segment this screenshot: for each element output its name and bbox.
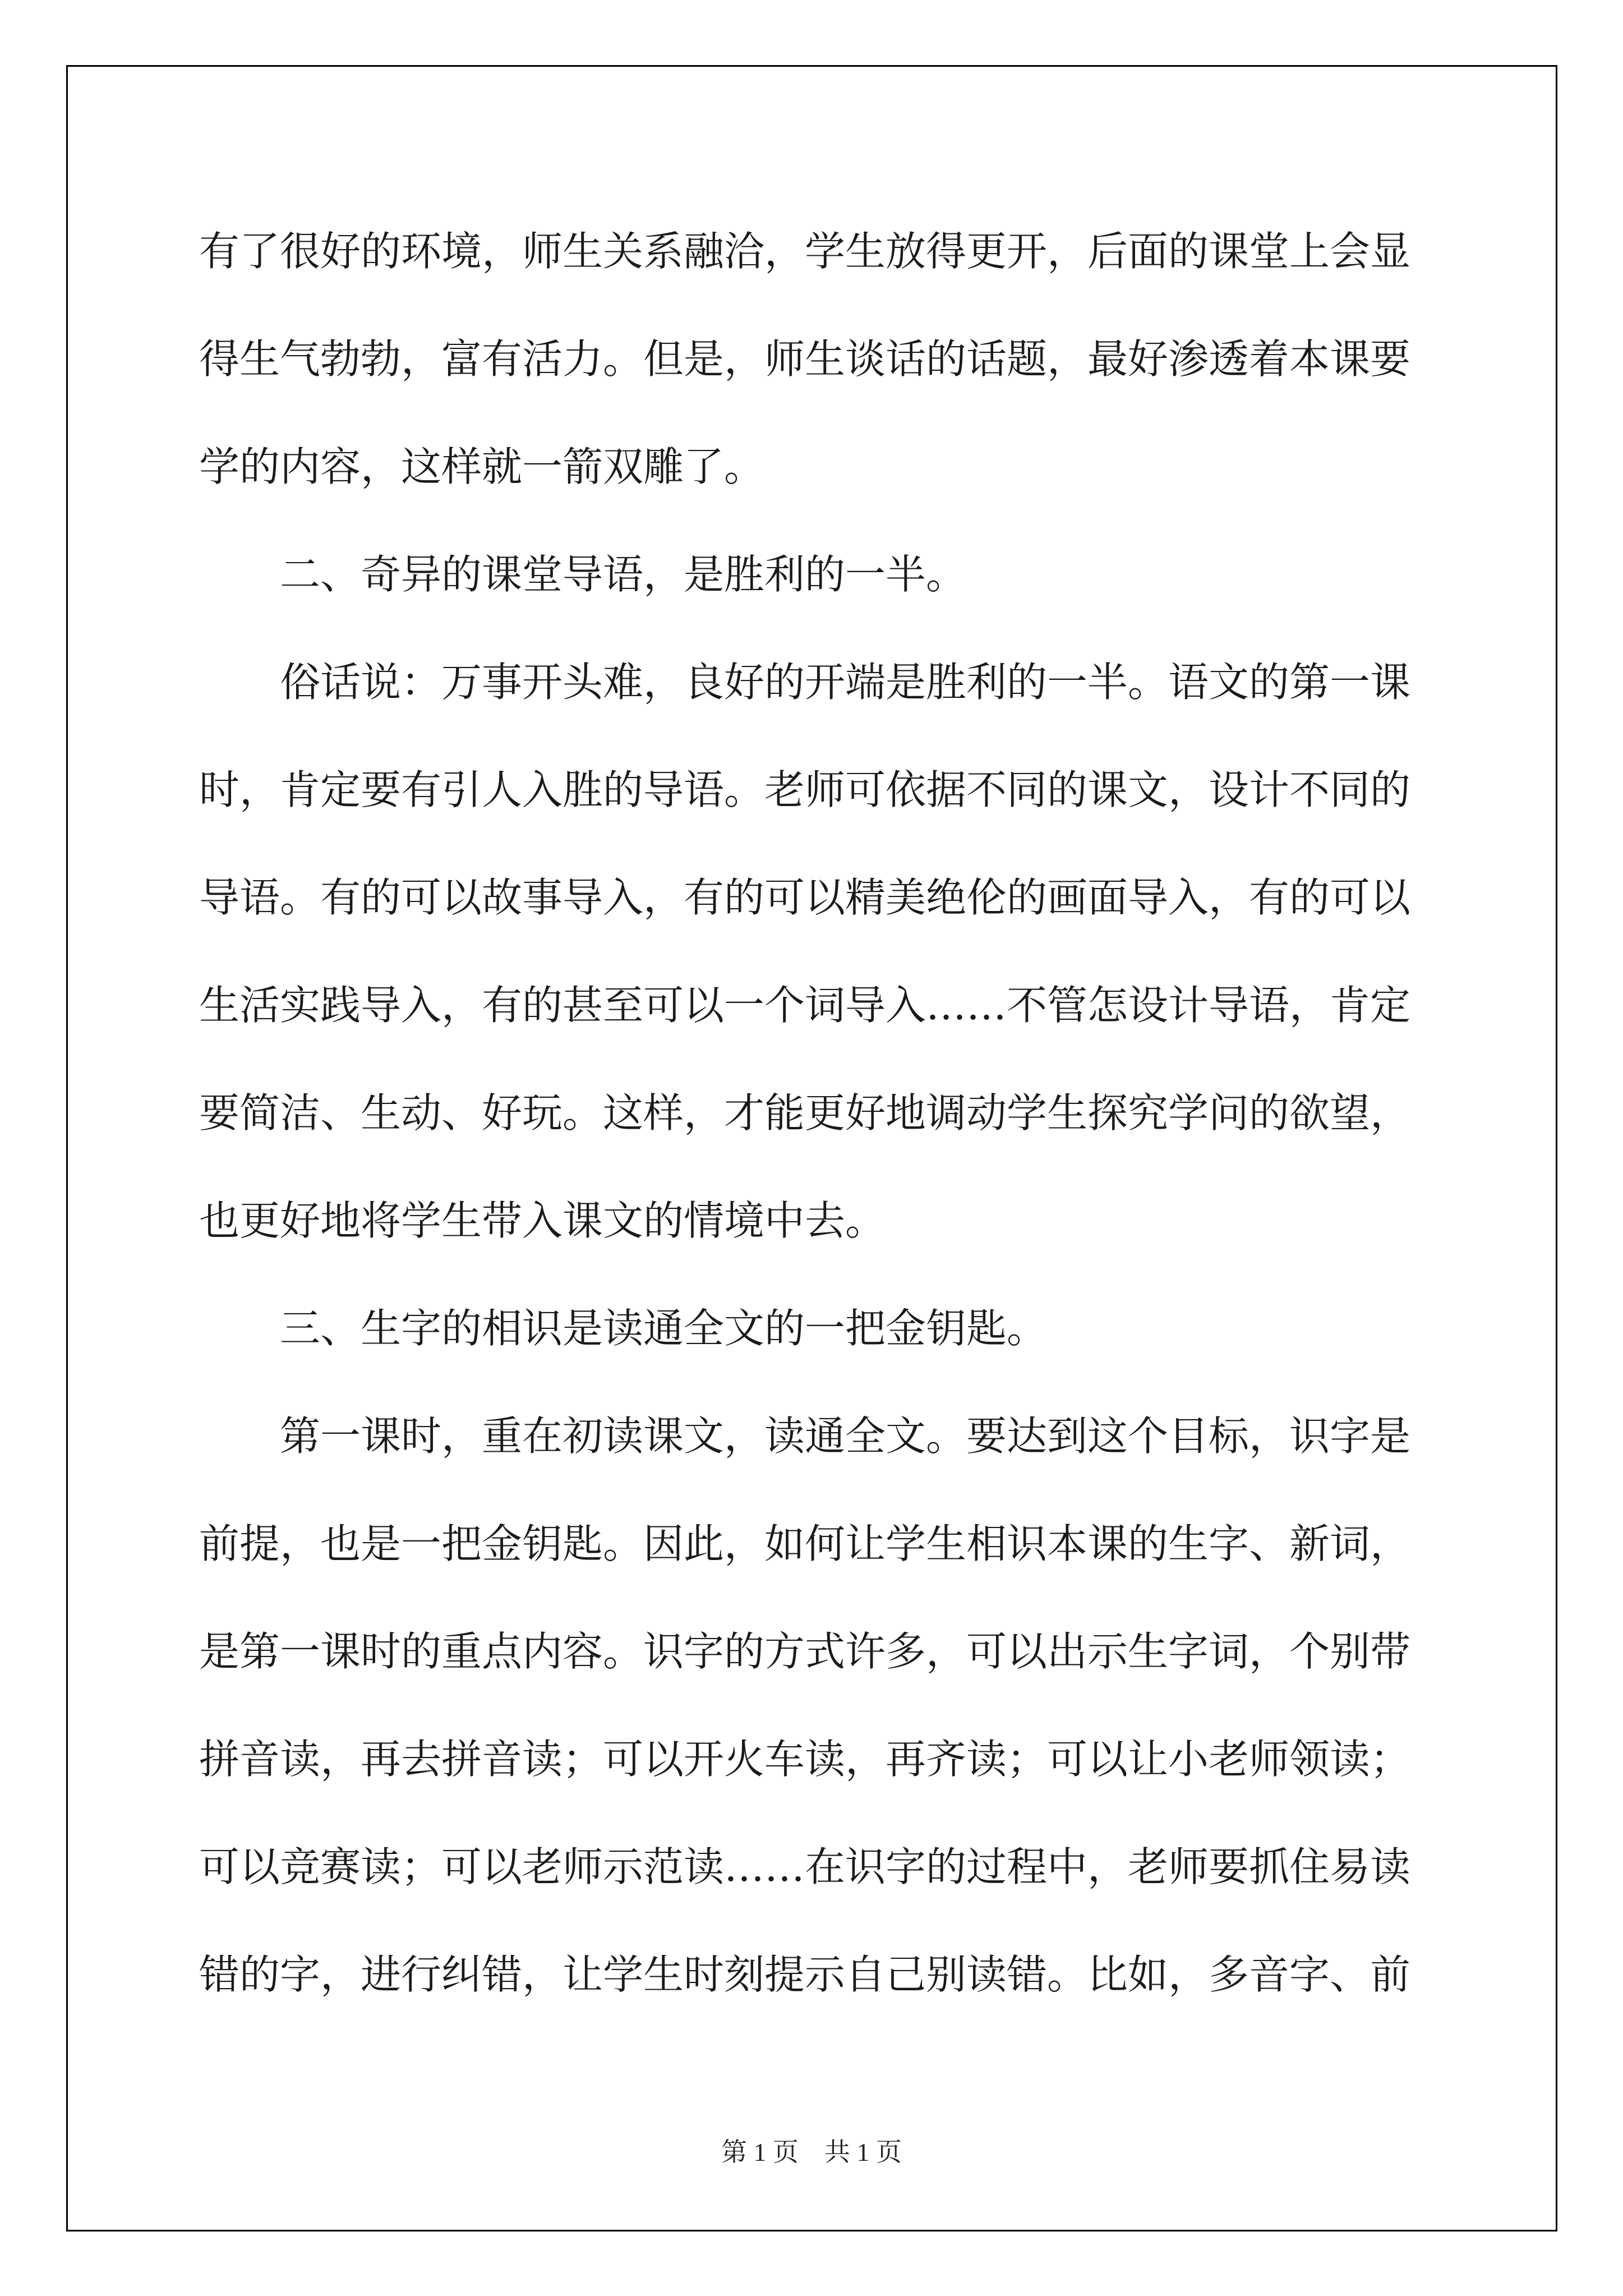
text-line: 得生气勃勃，富有活力。但是，师生谈话的话题，最好渗透着本课要 bbox=[199, 335, 1411, 383]
text-line: 是第一课时的重点内容。识字的方式许多，可以出示生字词，个别带 bbox=[199, 1628, 1411, 1675]
text-line: 要简洁、生动、好玩。这样，才能更好地调动学生探究学问的欲望， bbox=[199, 1089, 1411, 1137]
document-body bbox=[199, 213, 1433, 2044]
text-line: 错的字，进行纠错，让学生时刻提示自己别读错。比如，多音字、前 bbox=[199, 1951, 1411, 1998]
text-line: 俗话说：万事开头难，良好的开端是胜利的一半。语文的第一课 bbox=[199, 659, 1411, 706]
text-line: 前提，也是一把金钥匙。因此，如何让学生相识本课的生字、新词， bbox=[199, 1520, 1411, 1567]
page-number-footer: 第 1 页 共 1 页 bbox=[721, 2138, 902, 2166]
text-line: 导语。有的可以故事导入，有的可以精美绝伦的画面导入，有的可以 bbox=[199, 874, 1411, 921]
section-heading: 三、生字的相识是读通全文的一把金钥匙。 bbox=[199, 1305, 1048, 1352]
text-line: 有了很好的环境，师生关系融洽，学生放得更开，后面的课堂上会显 bbox=[199, 228, 1411, 275]
text-line: 学的内容，这样就一箭双雕了。 bbox=[199, 443, 765, 490]
text-line: 时，肯定要有引人入胜的导语。老师可依据不同的课文，设计不同的 bbox=[199, 766, 1411, 813]
text-line: 也更好地将学生带入课文的情境中去。 bbox=[199, 1197, 886, 1244]
text-line: 可以竞赛读；可以老师示范读……在识字的过程中，老师要抓住易读 bbox=[199, 1843, 1411, 1890]
text-line: 生活实践导入，有的甚至可以一个词导入……不管怎设计导语，肯定 bbox=[199, 982, 1411, 1029]
section-heading: 二、奇异的课堂导语，是胜利的一半。 bbox=[199, 551, 967, 598]
text-line: 拼音读，再去拼音读；可以开火车读，再齐读；可以让小老师领读； bbox=[199, 1736, 1411, 1783]
text-line: 第一课时，重在初读课文，读通全文。要达到这个目标，识字是 bbox=[199, 1412, 1411, 1460]
